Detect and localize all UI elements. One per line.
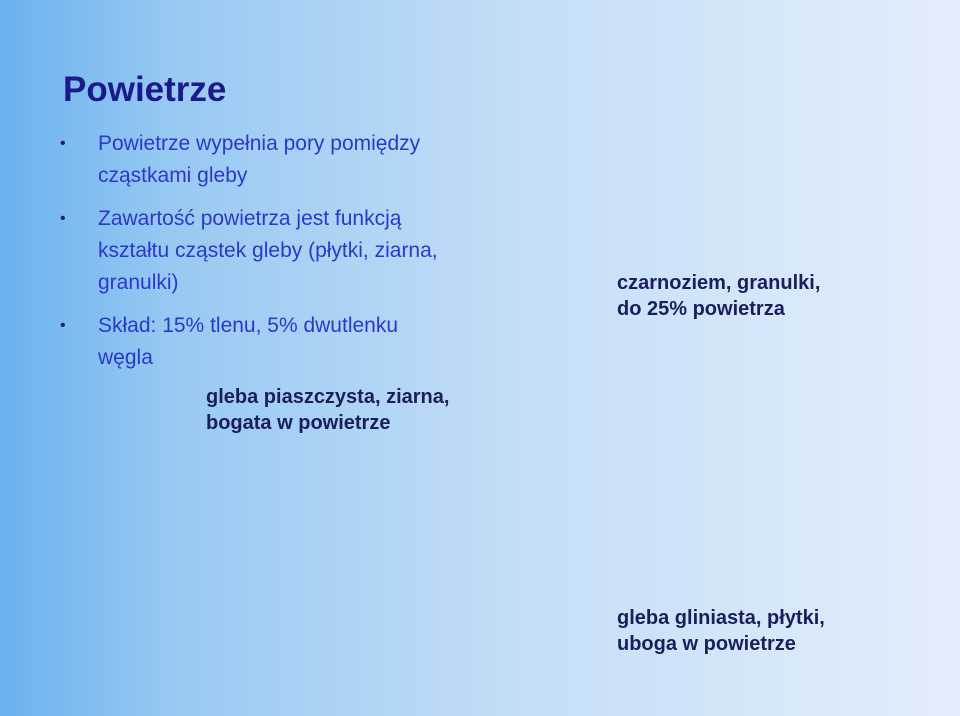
- bullet-item-composition: [60, 310, 510, 374]
- caption-line: gleba piaszczysta, ziarna,: [206, 386, 450, 408]
- bullet-text-line: Powietrze wypełnia pory pomiędzy: [98, 132, 421, 155]
- bullet-text-line: Zawartość powietrza jest funkcją: [98, 207, 402, 230]
- bullet-list: [60, 128, 510, 385]
- caption-line: gleba gliniasta, płytki,: [617, 607, 825, 629]
- caption-sandy-soil: [206, 384, 536, 436]
- caption-line: bogata w powietrze: [206, 412, 391, 434]
- bullet-dot-icon: •: [60, 317, 66, 334]
- caption-clay-soil: [617, 605, 947, 657]
- caption-czarnoziem: [617, 270, 947, 322]
- bullet-text-line: kształtu cząstek gleby (płytki, ziarna,: [98, 239, 438, 262]
- bullet-dot-icon: •: [60, 210, 66, 227]
- caption-line: uboga w powietrze: [617, 633, 796, 655]
- bullet-text-line: cząstkami gleby: [98, 164, 248, 187]
- bullet-text-line: węgla: [98, 346, 153, 369]
- bullet-item-pores: [60, 128, 510, 192]
- slide-title: Powietrze: [63, 70, 227, 109]
- caption-line: do 25% powietrza: [617, 298, 785, 320]
- bullet-dot-icon: •: [60, 135, 66, 152]
- bullet-text-line: granulki): [98, 271, 179, 294]
- bullet-item-air-content: [60, 203, 510, 299]
- bullet-text-line: Skład: 15% tlenu, 5% dwutlenku: [98, 314, 399, 337]
- caption-line: czarnoziem, granulki,: [617, 272, 821, 294]
